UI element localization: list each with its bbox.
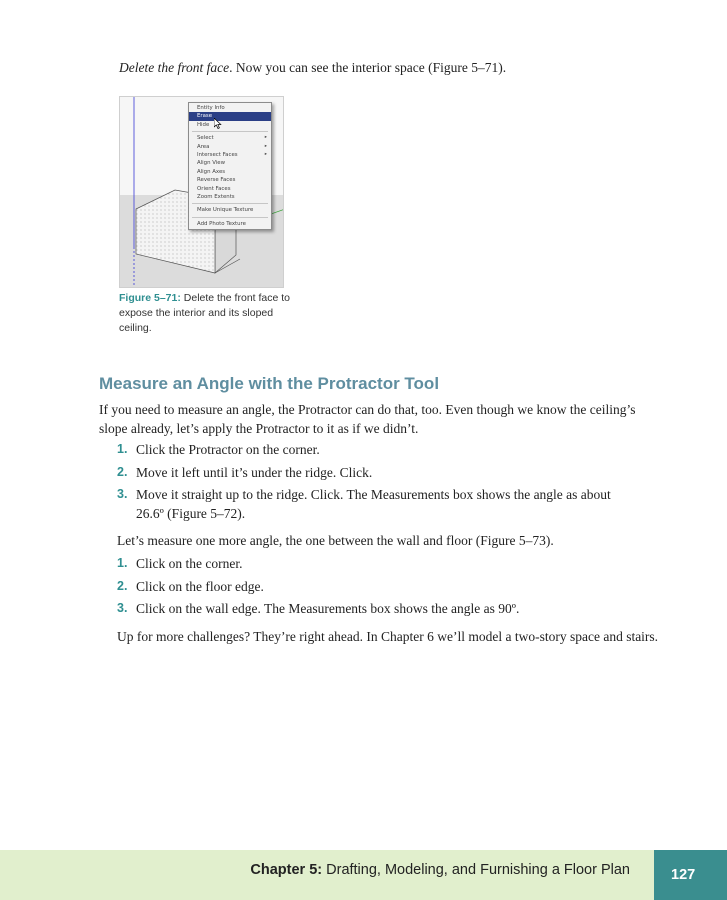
section-heading: Measure an Angle with the Protractor Tool [99,374,440,393]
mouse-cursor-icon [214,118,222,129]
submenu-arrow-icon: ▸ [264,135,267,141]
submenu-arrow-icon: ▸ [264,151,267,157]
list-item [117,485,636,523]
chapter-label: Chapter 5: [250,862,323,878]
menu-label: Area [197,143,210,150]
step-text: Move it left until it’s under the ridge. Click. [136,464,373,480]
caption-label: Figure 5–71: [119,292,181,304]
step-number: 3. [117,487,128,501]
menu-item-hide[interactable]: Hide [197,121,210,128]
step-number: 3. [117,601,128,615]
figure-caption [119,291,291,336]
menu-item-align-view[interactable]: Align View [197,160,226,167]
figure-5-71-image [119,96,284,288]
menu-item-intersect-faces[interactable] [189,151,271,159]
menu-item-align-axes[interactable]: Align Axes [197,168,226,175]
step-number: 1. [117,556,128,570]
menu-separator [192,217,268,218]
menu-label: Intersect Faces [197,151,238,158]
section-paragraph: If you need to measure an angle, the Protractor can do that, too. Even though we know the ceiling’s slope already, let’s apply the Protractor to it as if we didn’t. [99,402,636,436]
step-number: 2. [117,578,128,593]
chapter-title: Drafting, Modeling, and Furnishing a Floor Plan [322,862,630,878]
section-paragraph-2: Let’s measure one more angle, the one between the wall and floor (Figure 5–73). [117,533,554,548]
intro-italic: Delete the front face [119,60,230,75]
step-text: Click on the floor edge. [136,578,264,594]
menu-separator [192,131,268,132]
running-footer [250,862,630,878]
step-text: Click on the wall edge. The Measurements box shows the angle as 90º. [136,601,520,616]
wall-floor-steps [117,554,636,622]
menu-item-erase[interactable]: Erase [189,112,271,120]
step-text: Click on the corner. [136,556,243,571]
list-item [117,554,636,573]
list-item [117,599,636,618]
menu-label: Select [197,135,214,142]
page-number: 127 [654,850,727,900]
menu-item-area[interactable] [189,143,271,151]
context-menu[interactable] [188,102,272,230]
list-item [117,440,636,459]
step-number: 1. [117,442,128,456]
step-text: Click the Protractor on the corner. [136,442,320,457]
closing-paragraph: Up for more challenges? They’re right ahead. In Chapter 6 we’ll model a two-story space and stairs. [117,629,659,644]
intro-paragraph [119,58,679,78]
menu-item-make-unique-texture[interactable]: Make Unique Texture [197,207,254,214]
list-item [117,577,636,596]
list-item [117,463,636,482]
menu-item-orient-faces[interactable]: Orient Faces [197,185,231,192]
submenu-arrow-icon: ▸ [264,143,267,149]
menu-item-entity-info[interactable]: Entity Info [197,105,225,111]
step-number: 2. [117,464,128,479]
menu-item-add-photo-texture[interactable]: Add Photo Texture [197,220,246,227]
caption-text: Delete the front face to expose the interior and its sloped ceiling. [119,292,291,334]
menu-item-zoom-extents[interactable]: Zoom Extents [197,193,235,200]
footer-band [0,850,654,900]
intro-rest: . Now you can see the interior space (Figure 5–71). [229,60,507,75]
menu-separator [192,203,268,204]
menu-item-reverse-faces[interactable]: Reverse Faces [197,177,236,184]
step-text: Move it straight up to the ridge. Click. The Measurements box shows the angle as about 26.6º (Figure 5–72). [136,487,611,521]
protractor-steps [117,440,636,527]
menu-item-select[interactable] [189,134,271,142]
